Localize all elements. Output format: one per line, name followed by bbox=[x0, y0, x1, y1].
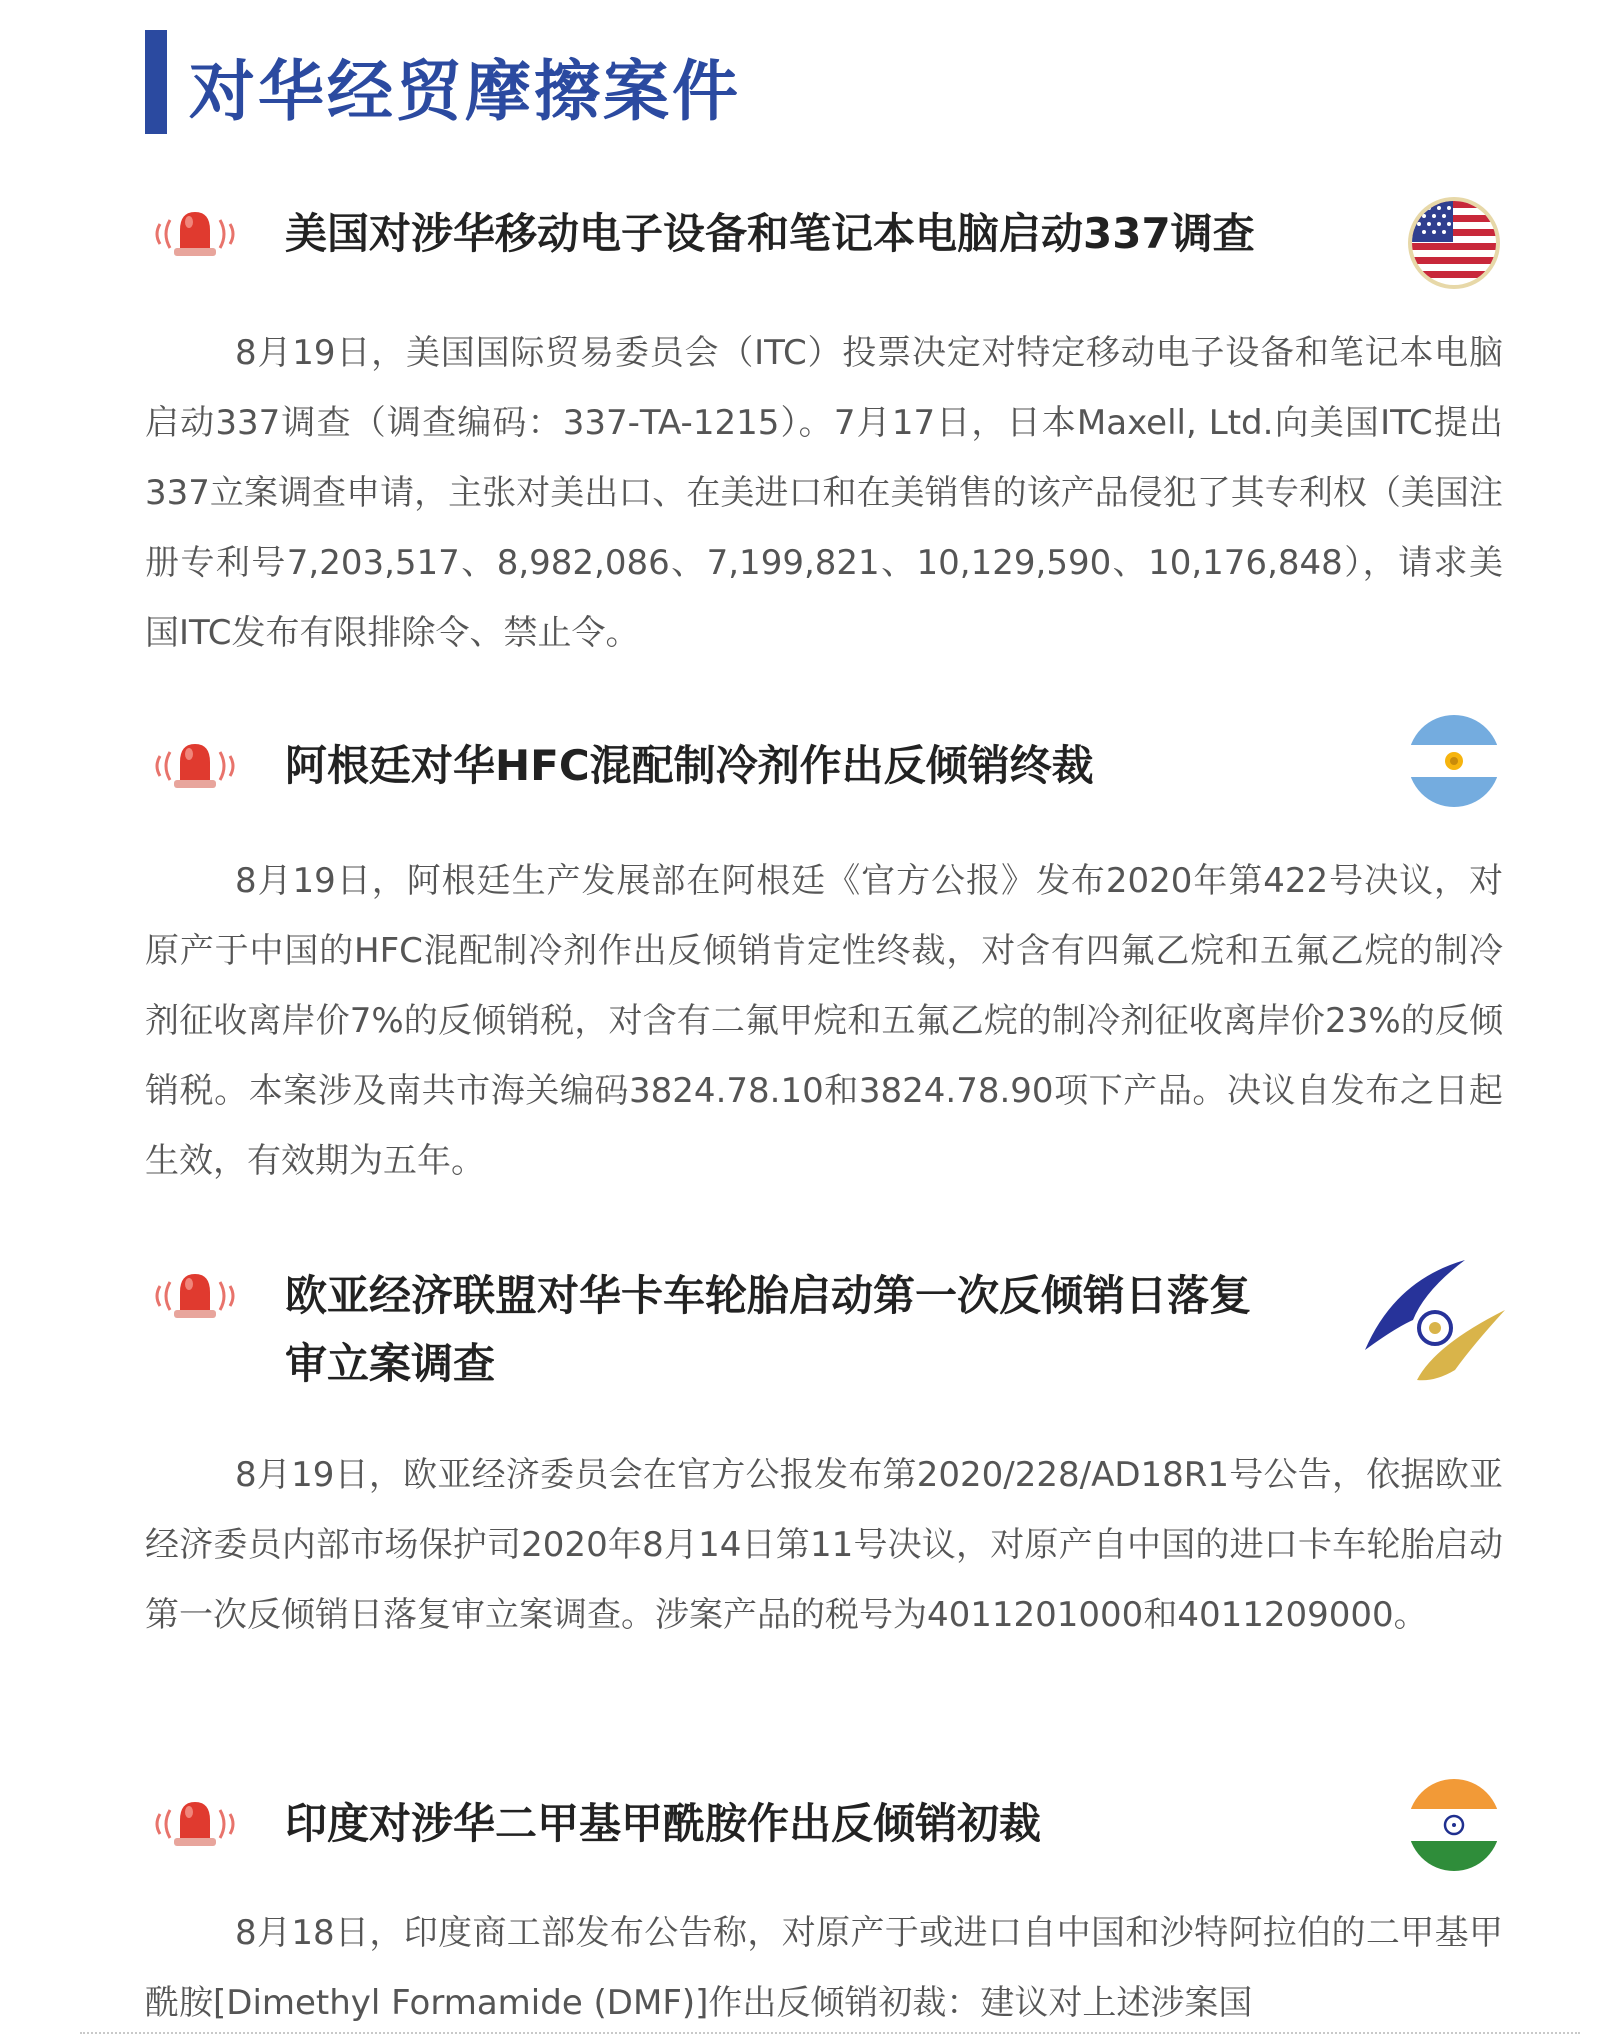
alarm-bell-icon bbox=[145, 1796, 245, 1852]
argentina-flag-icon bbox=[1407, 714, 1501, 808]
alarm-bell-icon bbox=[145, 206, 245, 262]
case-title: 阿根廷对华HFC混配制冷剂作出反倾销终裁 bbox=[285, 741, 1094, 790]
case-title: 美国对涉华移动电子设备和笔记本电脑启动337调查 bbox=[285, 209, 1255, 258]
usa-flag-icon bbox=[1407, 196, 1501, 290]
eaeu-emblem-icon bbox=[1355, 1250, 1515, 1390]
bottom-divider bbox=[80, 2032, 1580, 2034]
case-title-line2: 审立案调查 bbox=[285, 1339, 496, 1388]
case-body bbox=[145, 1898, 1503, 2038]
india-flag-icon bbox=[1407, 1778, 1501, 1872]
alarm-bell-icon bbox=[145, 738, 245, 794]
case-paragraph: 8月19日，阿根廷生产发展部在阿根廷《官方公报》发布2020年第422号决议，对原产于中国的HFC混配制冷剂作出反倾销肯定性终裁，对含有四氟乙烷和五氟乙烷的制冷剂征收离岸价7%的反倾销税，对含有二氟甲烷和五氟乙烷的制冷剂征收离岸价23%的反倾销税。本案涉及南共市海关编码3824.78.10和3824.78.90项下产品。决议自发布之日起生效，有效期为五年。 bbox=[145, 861, 1503, 1181]
section-title: 对华经贸摩擦案件 bbox=[189, 53, 741, 130]
alarm-bell-icon bbox=[145, 1268, 245, 1324]
case-body bbox=[145, 1440, 1503, 1650]
case-paragraph: 8月19日，欧亚经济委员会在官方公报发布第2020/228/AD18R1号公告，依据欧亚经济委员内部市场保护司2020年8月14日第11号决议，对原产自中国的进口卡车轮胎启动第一次反倾销日落复审立案调查。涉案产品的税号为4011201000和4011209000。 bbox=[145, 1455, 1503, 1635]
case-paragraph: 8月18日，印度商工部发布公告称，对原产于或进口自中国和沙特阿拉伯的二甲基甲酰胺[Dimethyl Formamide (DMF)]作出反倾销初裁：建议对上述涉案国 bbox=[145, 1913, 1503, 2023]
case-body bbox=[145, 846, 1503, 1196]
section-header bbox=[145, 30, 1345, 134]
header-accent-bar bbox=[145, 30, 167, 134]
case-title-line1: 欧亚经济联盟对华卡车轮胎启动第一次反倾销日落复 bbox=[285, 1271, 1252, 1320]
case-paragraph: 8月19日，美国国际贸易委员会（ITC）投票决定对特定移动电子设备和笔记本电脑启动337调查（调查编码：337-TA-1215）。7月17日，日本Maxell, Ltd.向美国ITC提出337立案调查申请，主张对美出口、在美进口和在美销售的该产品侵犯了其专利权（美国注册专利号7,203,517、8,982,086、7,199,821、10,129,590、10,176,848），请求美国ITC发布有限排除令、禁止令。 bbox=[145, 333, 1503, 653]
case-body bbox=[145, 318, 1503, 668]
case-title: 印度对涉华二甲基甲酰胺作出反倾销初裁 bbox=[285, 1799, 1042, 1848]
